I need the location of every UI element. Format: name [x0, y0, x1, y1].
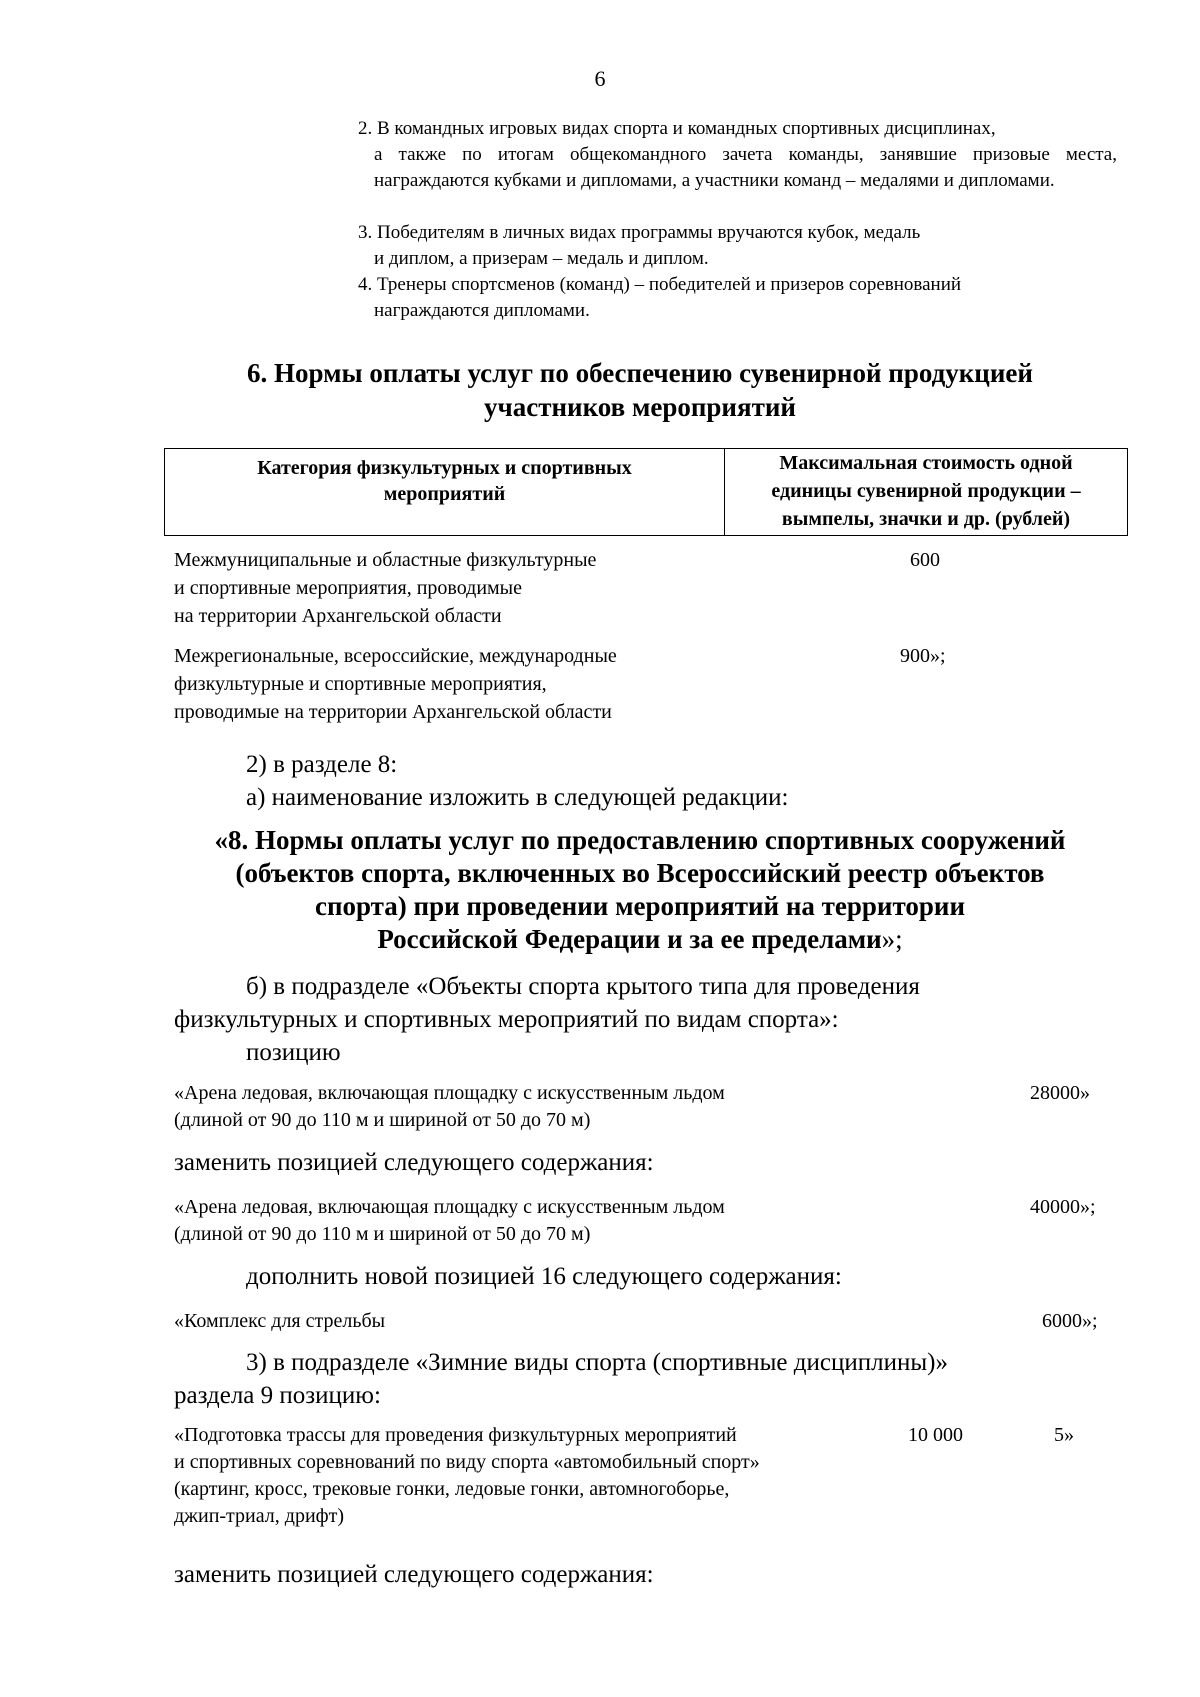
section-6-heading: 6. Нормы оплаты услуг по обеспечению сувенирной продукцией участников мероприятий [247, 358, 1033, 422]
replace-instruction: заменить позицией следующего содержания: [174, 1149, 654, 1176]
replace-instruction-2: заменить позицией следующего содержания: [174, 1561, 654, 1588]
list-item: 2. В командных игровых видах спорта и командных спортивных дисциплинах, а также по итогам общекомандного зачета команды, занявшие призовые места, награждаются кубками и дипломами, а участники команд – медалями и дипломами. [358, 118, 1117, 191]
row-value: 900»; [900, 645, 946, 667]
position-auto-coefficient: 5» [1054, 1424, 1074, 1446]
position-new-value: 40000»; [1030, 1196, 1096, 1218]
position-auto-value: 10 000 [908, 1424, 963, 1446]
souvenir-table-header [164, 448, 1128, 536]
position-auto-text: «Подготовка трассы для проведения физкультурных мероприятий и спортивных соревнований по виду спорта «автомобильный спорт» (картинг, кросс, трековые гонки, ледовые гонки, автомногоборье, джип-триал, дрифт) [174, 1424, 760, 1527]
page-number: 6 [594, 66, 606, 91]
list-item: 3. Победителям в личных видах программы вручаются кубок, медаль и диплом, а призерам – медаль и диплом. [358, 222, 921, 269]
section-8-heading: «8. Нормы оплаты услуг по предоставлению спортивных сооружений (объектов спорта, включенных во Всероссийский реестр объектов спорта) при проведении мероприятий на территории Российской Федерации и за ее пределами»; [214, 825, 1066, 954]
row-value: 600 [910, 549, 940, 571]
row-category: Межмуниципальные и областные физкультурные и спортивные мероприятия, проводимые на территории Архангельской области [174, 549, 597, 627]
position-16-value: 6000»; [1042, 1310, 1098, 1332]
amendment-3: 3) в подразделе «Зимние виды спорта (спортивные дисциплины)» раздела 9 позицию: [174, 1349, 948, 1409]
header-category: Категория физкультурных и спортивных мероприятий [165, 449, 725, 535]
row-category: Межрегиональные, всероссийские, международные физкультурные и спортивные мероприятия, проводимые на территории Архангельской области [174, 645, 617, 723]
amendment-2: 2) в разделе 8: а) наименование изложить в следующей редакции: [246, 751, 789, 811]
header-max-cost: Максимальная стоимость одной единицы сувенирной продукции – вымпелы, значки и др. (рублей) [771, 452, 1081, 530]
position-new-text: «Арена ледовая, включающая площадку с искусственным льдом (длиной от 90 до 110 м и шириной от 50 до 70 м) [174, 1196, 725, 1245]
position-old-text: «Арена ледовая, включающая площадку с искусственным льдом (длиной от 90 до 110 м и шириной от 50 до 70 м) [174, 1082, 725, 1131]
add-position-instruction: дополнить новой позицией 16 следующего содержания: [246, 1263, 842, 1290]
amendment-b: б) в подразделе «Объекты спорта крытого типа для проведения физкультурных и спортивных мероприятий по видам спорта»: позицию [174, 973, 920, 1066]
list-item: 4. Тренеры спортсменов (команд) – победителей и призеров соревнований награждаются дипломами. [358, 274, 962, 321]
position-old-value: 28000» [1030, 1082, 1090, 1104]
position-16-text: «Комплекс для стрельбы [174, 1310, 386, 1332]
